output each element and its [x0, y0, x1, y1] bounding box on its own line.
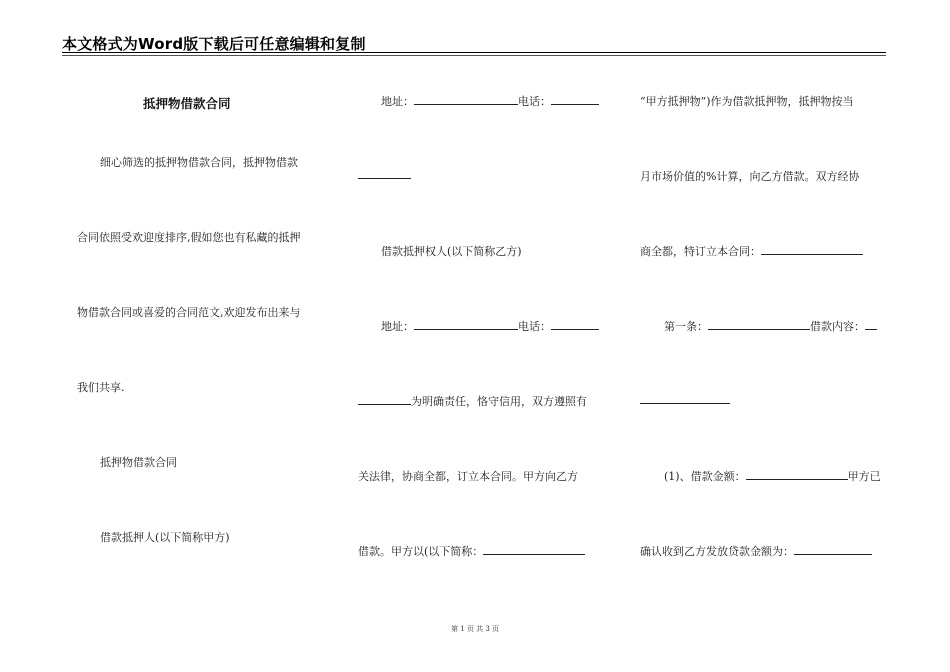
clause-text: 借款。甲方以(以下简称：: [358, 545, 484, 558]
phone-label: 电话：: [518, 95, 551, 108]
address-line-2: [381, 318, 599, 334]
col3-text: 商全都，特订立本合同：: [640, 245, 761, 258]
continued-blank: [358, 168, 411, 179]
header-rule: [62, 52, 886, 53]
col3-line-1: “甲方抵押物”)作为借款抵押物，抵押物按当: [640, 95, 854, 108]
clause-blank: [358, 394, 411, 405]
col3-blank-line: [640, 393, 730, 407]
address-label: 地址：: [381, 95, 414, 108]
blank-line: [358, 168, 411, 182]
article-blank: [708, 319, 810, 330]
col3-line-2: 月市场价值的%计算，向乙方借款。双方经协: [640, 170, 860, 183]
article-1-line: [664, 318, 877, 334]
intro-line-1: 细心筛选的抵押物借款合同，抵押物借款: [100, 156, 298, 169]
contract-blank: [761, 244, 863, 255]
confirm-blank: [794, 544, 872, 555]
confirm-label: 确认收到乙方发放贷款金额为：: [640, 545, 794, 558]
clause-line-1: [358, 393, 587, 409]
page-number: 第 1 页 共 3 页: [450, 625, 500, 633]
intro-line-4: 我们共享.: [77, 381, 125, 394]
clause-text: 为明确责任，恪守信用，双方遵照有: [411, 395, 587, 408]
intro-line-3: 物借款合同或喜爱的合同范文,欢迎发布出来与: [77, 306, 301, 319]
loan-content-blank-cont: [640, 393, 730, 404]
address-line-1: [381, 93, 599, 109]
loan-content-blank: [865, 319, 877, 330]
amount-blank: [746, 469, 848, 480]
phone-blank: [551, 319, 599, 330]
address-label: 地址：: [381, 320, 414, 333]
party-b-label: 借款抵押权人(以下简称乙方): [381, 245, 522, 258]
address-blank: [414, 94, 518, 105]
address-blank: [414, 319, 518, 330]
party-a-label: 借款抵押人(以下简称甲方): [100, 531, 230, 544]
document-banner: 本文格式为Word版下载后可任意编辑和复制: [62, 35, 366, 53]
loan-content-label: 借款内容：: [810, 320, 865, 333]
article-label: 第一条：: [664, 320, 708, 333]
collateral-name-blank: [483, 544, 585, 555]
col3-line-3: [640, 243, 863, 259]
clause-line-2: 关法律，协商全都，订立本合同。甲方向乙方: [358, 470, 578, 483]
phone-label: 电话：: [518, 320, 551, 333]
header-rule-thin: [62, 55, 886, 56]
confirm-line: [640, 543, 872, 559]
contract-subtitle: 抵押物借款合同: [100, 456, 177, 469]
clause-line-3: [358, 543, 585, 559]
phone-blank: [551, 94, 599, 105]
intro-line-2: 合同依照受欢迎度排序,假如您也有私藏的抵押: [77, 231, 301, 244]
amount-label: (1)、借款金额：: [664, 470, 746, 483]
document-title: 抵押物借款合同: [143, 96, 231, 111]
amount-suffix: 甲方已: [847, 470, 881, 483]
amount-line: [664, 468, 881, 484]
